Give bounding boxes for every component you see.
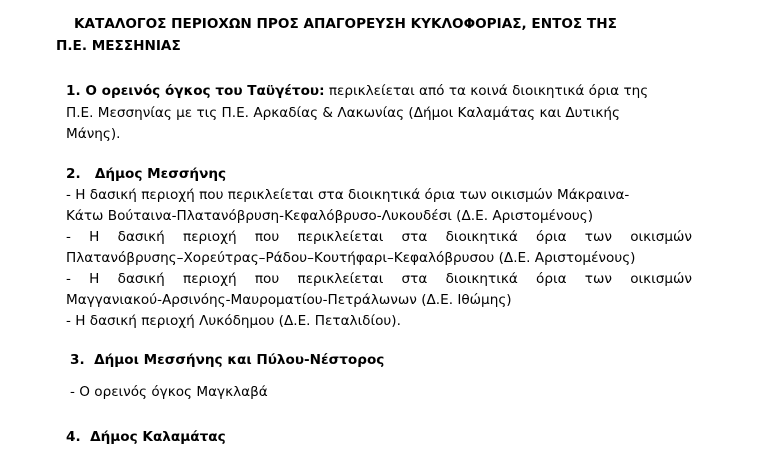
- section-4-heading: 4. Δήμος Καλαμάτας: [66, 429, 226, 445]
- section-2-line-5: - Η δασική περιοχή που περικλείεται στα διοικητικά όρια των οικισμών: [66, 271, 692, 287]
- section-3-heading: 3. Δήμοι Μεσσήνης και Πύλου-Νέστορος: [70, 352, 385, 368]
- section-2-line-1: - Η δασική περιοχή που περικλείεται στα διοικητικά όρια των οικισμών Μάκραινα-: [66, 187, 630, 203]
- section-2-line-3: - Η δασική περιοχή που περικλείεται στα διοικητικά όρια των οικισμών: [66, 229, 692, 245]
- section-1-line-3: Μάνης).: [66, 126, 121, 142]
- section-2-line-7: - Η δασική περιοχή Λυκόδημου (Δ.Ε. Πεταλιδίου).: [66, 313, 401, 329]
- section-1-heading: 1. Ο ορεινός όγκος του Ταϋγέτου:: [66, 83, 325, 99]
- section-2-line-6: Μαγγανιακού-Αρσινόης-Μαυροματίου-Πετράλωνων (Δ.Ε. Ιθώμης): [66, 292, 512, 308]
- document-title-line-1: ΚΑΤΑΛΟΓΟΣ ΠΕΡΙΟΧΩΝ ΠΡΟΣ ΑΠΑΓΟΡΕΥΣΗ ΚΥΚΛΟΦΟΡΙΑΣ, ΕΝΤΟΣ ΤΗΣ: [74, 16, 617, 32]
- section-1-line-2: Π.Ε. Μεσσηνίας με τις Π.Ε. Αρκαδίας & Λακωνίας (Δήμοι Καλαμάτας και Δυτικής: [66, 105, 620, 121]
- section-1-text: περικλείεται από τα κοινά διοικητικά όρια της: [328, 83, 649, 99]
- section-3-line-1: - Ο ορεινός όγκος Μαγκλαβά: [70, 384, 268, 400]
- section-2-heading: 2. Δήμος Μεσσήνης: [66, 166, 227, 182]
- section-2-line-4: Πλατανόβρυσης–Χορεύτρας–Ράδου–Κουτήφαρι–Κεφαλόβρυσου (Δ.Ε. Αριστομένους): [66, 250, 636, 266]
- section-2-line-2: Κάτω Βούταινα-Πλατανόβρυση-Κεφαλόβρυσο-Λυκουδέσι (Δ.Ε. Αριστομένους): [66, 208, 594, 224]
- section-1-paragraph: [66, 82, 648, 100]
- document-title-line-2: Π.Ε. ΜΕΣΣΗΝΙΑΣ: [56, 38, 181, 54]
